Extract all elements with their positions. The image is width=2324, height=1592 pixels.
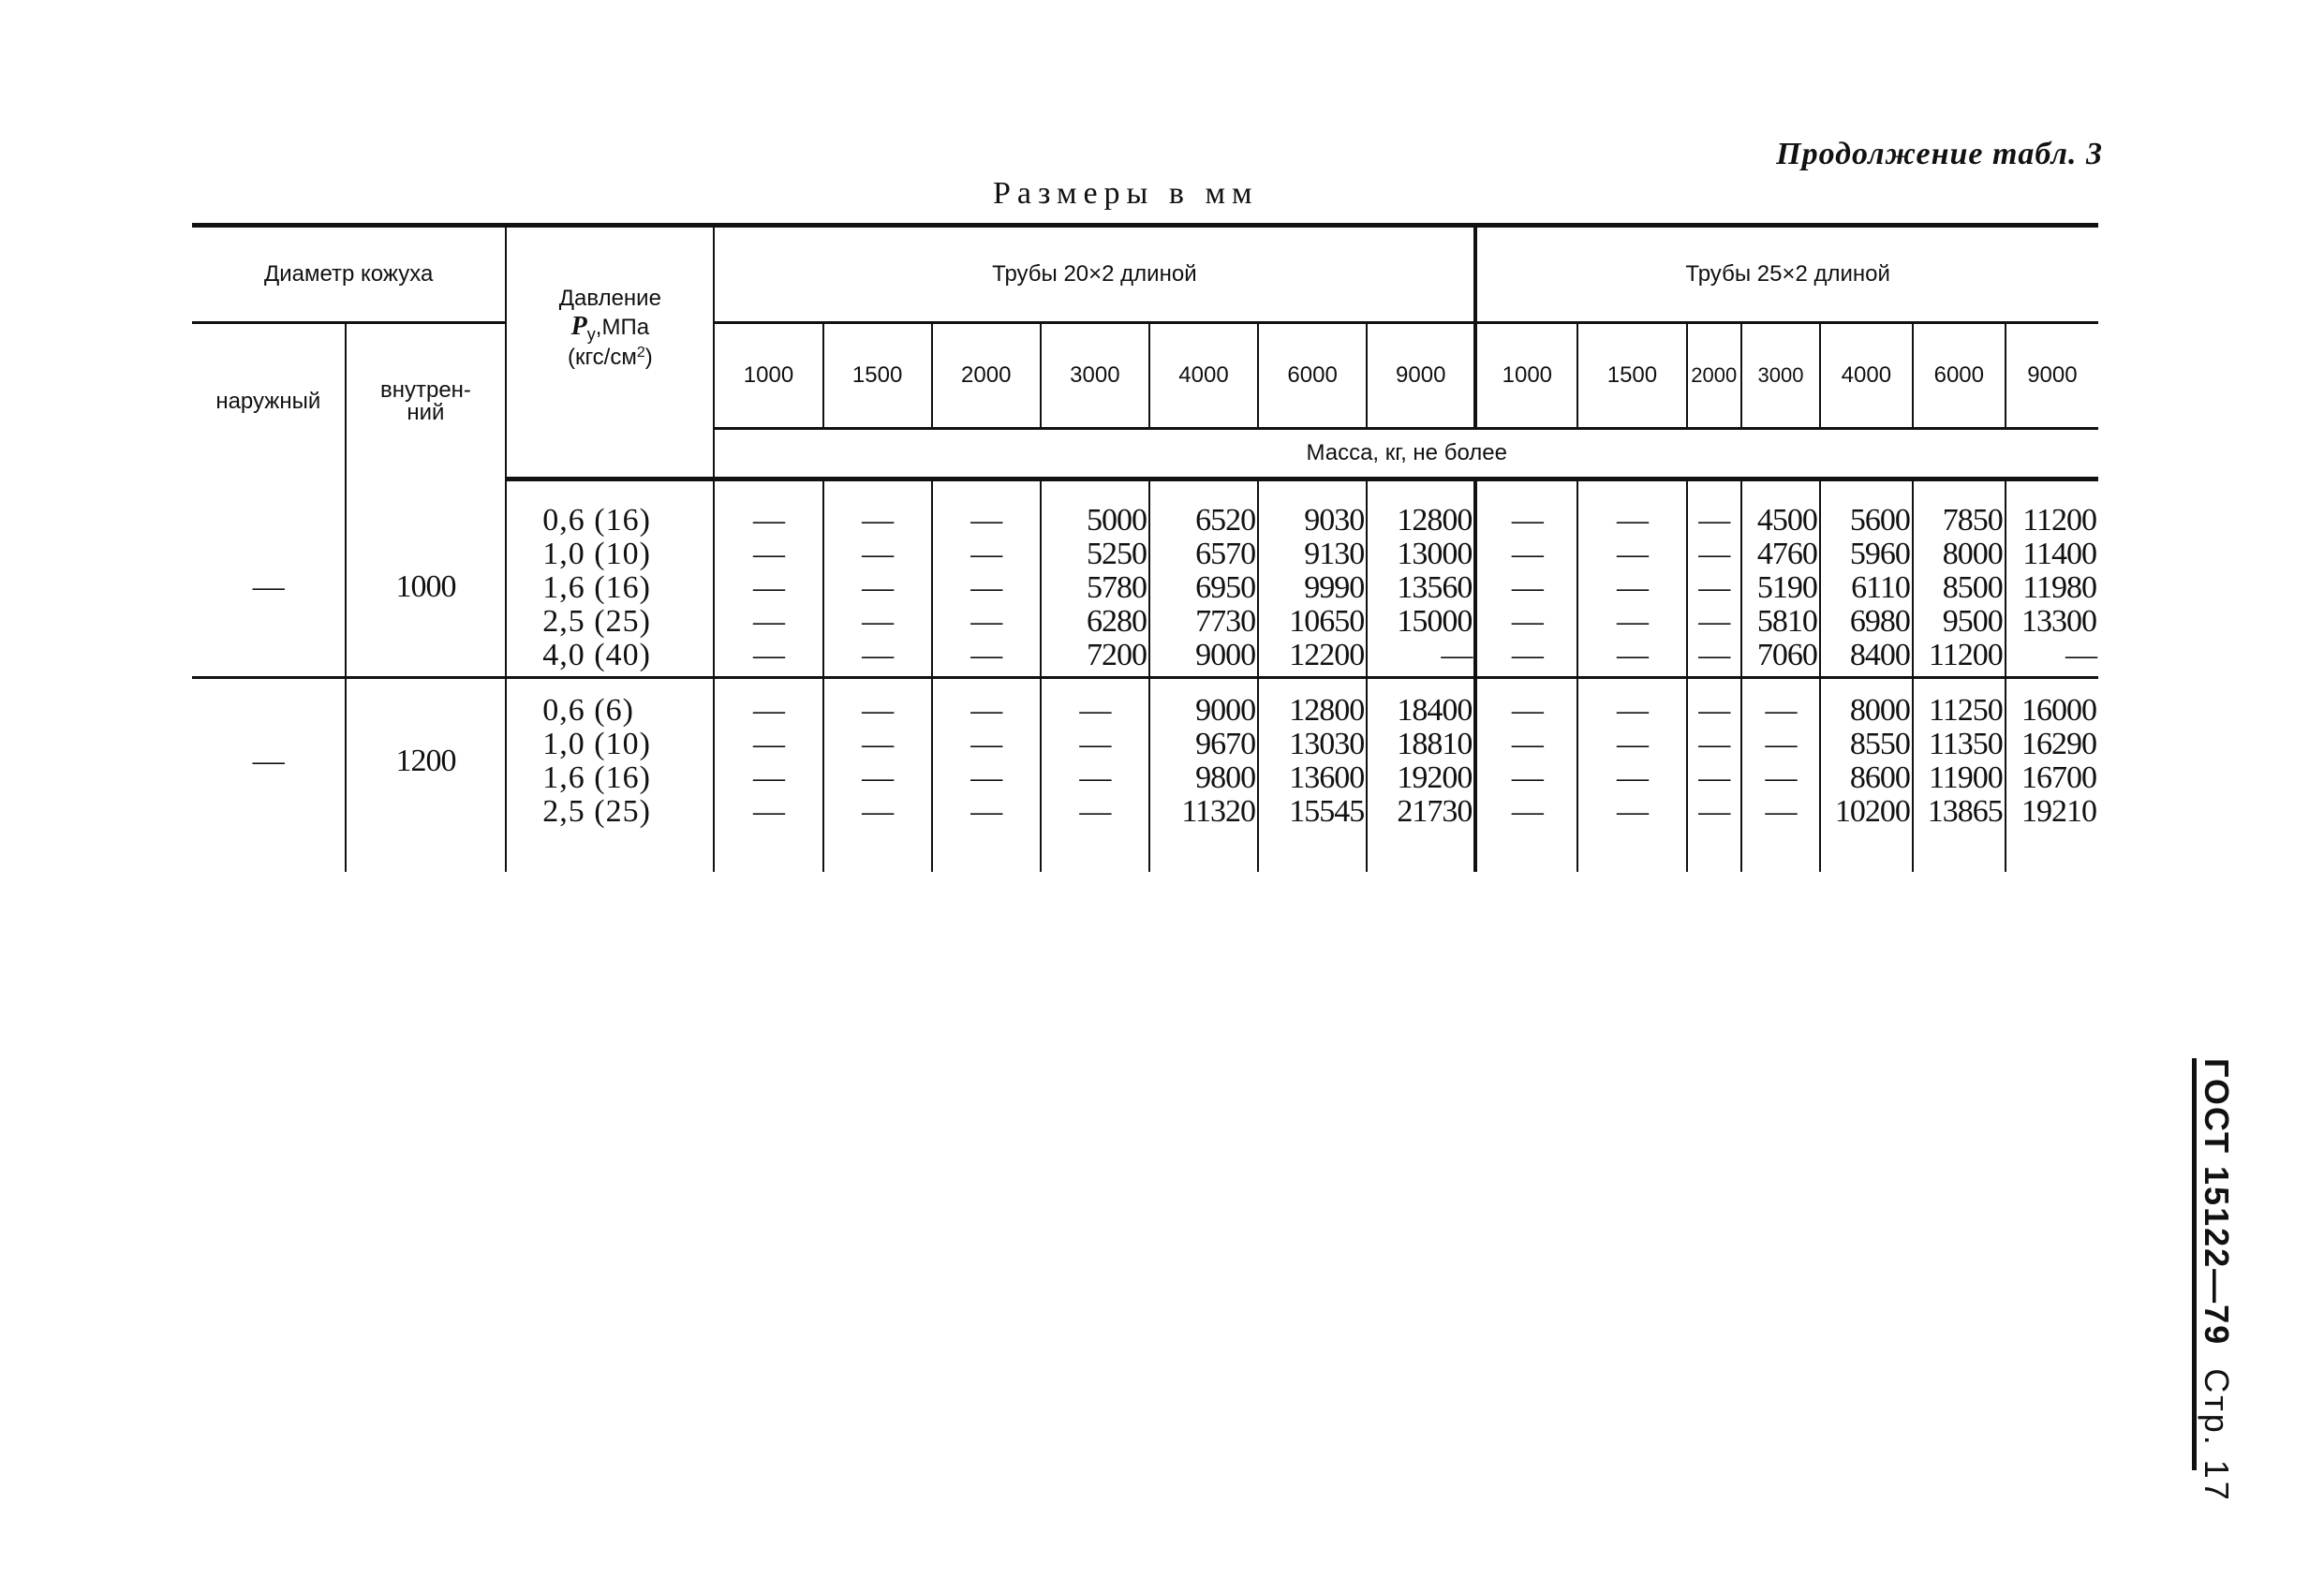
mass-cell — [1041, 678, 1149, 873]
cell-value: 9000 — [1195, 693, 1256, 728]
cell-value: 6110 — [1851, 570, 1910, 605]
standard-number: ГОСТ 15122—79 — [2198, 1058, 2236, 1347]
pressure-header-bottom — [506, 429, 714, 479]
cell-value: 8550 — [1849, 727, 1910, 761]
cell-value: 8600 — [1849, 760, 1910, 795]
cell-value: — — [753, 503, 784, 538]
cell-value: 13600 — [1289, 760, 1365, 795]
cell-value: 11400 — [2022, 537, 2096, 571]
cell-value: — — [970, 693, 1002, 728]
cell-value: 6950 — [1195, 570, 1256, 605]
mass-table — [192, 223, 2098, 872]
length-header: 9000 — [2006, 323, 2098, 429]
units-caption: Размеры в мм — [993, 176, 1259, 211]
cell-value: — — [1511, 503, 1543, 538]
cell-value: 11320 — [1181, 794, 1256, 829]
mass-cell — [823, 479, 932, 678]
cell-value: — — [1698, 537, 1730, 571]
cell-value: 11250 — [1929, 693, 2003, 728]
cell-value: — — [1765, 693, 1797, 728]
cell-value: — — [1511, 537, 1543, 571]
cell-value: 18400 — [1397, 693, 1473, 728]
mass-cell — [714, 678, 822, 873]
cell-value: 9030 — [1304, 503, 1365, 538]
cell-value: 5810 — [1756, 604, 1817, 639]
inner-diameter-cell: 1000 — [346, 479, 507, 678]
cell-value: — — [753, 604, 784, 639]
table-row — [192, 678, 2098, 873]
cell-value: — — [970, 727, 1002, 761]
cell-value: 1,6 (16) — [542, 760, 651, 795]
cell-value: 6520 — [1195, 503, 1256, 538]
tubes-25-header: Трубы 25×2 длиной — [1475, 226, 2098, 323]
cell-value: — — [1616, 638, 1648, 672]
cell-value: — — [753, 727, 784, 761]
mass-cell — [1041, 479, 1149, 678]
cell-value: 16700 — [2021, 760, 2096, 795]
cell-value: 9800 — [1195, 760, 1256, 795]
mass-cell — [1367, 479, 1475, 678]
cell-value: 10650 — [1289, 604, 1365, 639]
mass-cell — [1258, 479, 1367, 678]
table-continuation-caption: Продолжение табл. 3 — [1776, 137, 2103, 171]
cell-value: 2,5 (25) — [542, 604, 651, 639]
table-row — [192, 479, 2098, 678]
cell-value: 5000 — [1086, 503, 1147, 538]
cell-value: 4,0 (40) — [542, 638, 651, 672]
cell-value: — — [970, 794, 1002, 829]
cell-value: — — [862, 794, 894, 829]
cell-value: 11350 — [1929, 727, 2003, 761]
cell-value: 19210 — [2021, 794, 2096, 829]
cell-value: — — [1511, 794, 1543, 829]
cell-value: 9670 — [1195, 727, 1256, 761]
cell-value: — — [970, 604, 1002, 639]
mass-cell — [1687, 678, 1742, 873]
outer-diameter-cell: — — [192, 479, 346, 678]
cell-value: 12800 — [1397, 503, 1473, 538]
cell-value: 0,6 (6) — [542, 693, 634, 728]
mass-cell — [932, 678, 1041, 873]
mass-cell — [1913, 479, 2006, 678]
cell-value: 0,6 (16) — [542, 503, 651, 538]
cell-value: — — [970, 570, 1002, 605]
cell-value: 9130 — [1304, 537, 1365, 571]
mass-cell — [1577, 678, 1686, 873]
cell-value: — — [1698, 760, 1730, 795]
length-header: 1500 — [823, 323, 932, 429]
cell-value: — — [862, 727, 894, 761]
cell-value: — — [1698, 638, 1730, 672]
cell-value: — — [1616, 794, 1648, 829]
cell-value: 4760 — [1756, 537, 1817, 571]
outer-diameter-header: наружный — [215, 388, 321, 414]
mass-cell — [1741, 678, 1820, 873]
cell-value: 5250 — [1086, 537, 1147, 571]
cell-value: — — [970, 537, 1002, 571]
cell-value: — — [1511, 727, 1543, 761]
cell-value: 9500 — [1942, 604, 2003, 639]
cell-value: 7850 — [1942, 503, 2003, 538]
cell-value: — — [1441, 638, 1473, 672]
length-header: 2000 — [1687, 323, 1742, 429]
cell-value: — — [1616, 503, 1648, 538]
cell-value: 6280 — [1086, 604, 1147, 639]
length-header: 3000 — [1041, 323, 1149, 429]
mass-cell — [1367, 678, 1475, 873]
mass-cell — [1149, 479, 1258, 678]
cell-value: 8400 — [1849, 638, 1910, 672]
cell-value: 11200 — [1929, 638, 2003, 672]
cell-value: 11900 — [1929, 760, 2003, 795]
cell-value: 6570 — [1195, 537, 1256, 571]
cell-value: — — [862, 570, 894, 605]
cell-value: — — [1698, 794, 1730, 829]
cell-value: 18810 — [1397, 727, 1473, 761]
cell-value: 7060 — [1756, 638, 1817, 672]
pressure-alt-unit: (кгс/см — [567, 344, 637, 370]
cell-value: — — [1616, 693, 1648, 728]
tubes-20-header: Трубы 20×2 длиной — [714, 226, 1475, 323]
cell-value: — — [1511, 638, 1543, 672]
cell-value: — — [1698, 727, 1730, 761]
mass-cell — [1475, 678, 1577, 873]
cell-value: 8000 — [1849, 693, 1910, 728]
cell-value: 1,0 (10) — [542, 537, 651, 571]
cell-value: — — [1698, 570, 1730, 605]
shell-diameter-header: Диаметр кожуха — [192, 226, 506, 323]
cell-value: 16290 — [2021, 727, 2096, 761]
cell-value: — — [1511, 570, 1543, 605]
cell-value: 2,5 (25) — [542, 794, 651, 829]
mass-cell — [1577, 479, 1686, 678]
cell-value: — — [2065, 638, 2096, 672]
cell-value: — — [1079, 693, 1111, 728]
cell-value: 12200 — [1289, 638, 1365, 672]
cell-value: — — [1616, 760, 1648, 795]
pressure-cell — [506, 479, 714, 678]
cell-value: — — [1765, 794, 1797, 829]
cell-value: — — [1765, 727, 1797, 761]
cell-value: 15000 — [1397, 604, 1473, 639]
cell-value: — — [753, 760, 784, 795]
cell-value: 10200 — [1834, 794, 1910, 829]
cell-value: 11200 — [2022, 503, 2096, 538]
cell-value: — — [1698, 604, 1730, 639]
cell-value: — — [1079, 727, 1111, 761]
length-header: 6000 — [1913, 323, 2006, 429]
cell-value: 12800 — [1289, 693, 1365, 728]
pressure-subscript: у — [586, 324, 596, 344]
cell-value: 6980 — [1849, 604, 1910, 639]
mass-cell — [714, 479, 822, 678]
cell-value: — — [1698, 693, 1730, 728]
cell-value: 13865 — [1927, 794, 2003, 829]
cell-value: 13030 — [1289, 727, 1365, 761]
cell-value: — — [862, 503, 894, 538]
cell-value: — — [862, 537, 894, 571]
cell-value: — — [1616, 537, 1648, 571]
pressure-symbol: P — [570, 311, 587, 341]
cell-value: — — [1765, 760, 1797, 795]
length-header: 4000 — [1149, 323, 1258, 429]
cell-value: — — [753, 794, 784, 829]
cell-value: — — [1511, 604, 1543, 639]
cell-value: 8500 — [1942, 570, 2003, 605]
mass-header: Масса, кг, не более — [714, 429, 2098, 479]
mass-cell — [1687, 479, 1742, 678]
cell-value: — — [1511, 760, 1543, 795]
cell-value: 5600 — [1849, 503, 1910, 538]
pressure-cell — [506, 678, 714, 873]
cell-value: 1,6 (16) — [542, 570, 651, 605]
mass-cell — [1149, 678, 1258, 873]
cell-value: 13560 — [1397, 570, 1473, 605]
page-number: Стр. 17 — [2198, 1368, 2236, 1503]
cell-value: 5190 — [1756, 570, 1817, 605]
cell-value: — — [753, 693, 784, 728]
cell-value: 13300 — [2021, 604, 2096, 639]
cell-value: — — [1616, 570, 1648, 605]
length-header: 1000 — [714, 323, 822, 429]
cell-value: — — [970, 760, 1002, 795]
mass-cell — [2006, 479, 2098, 678]
mass-cell — [1913, 678, 2006, 873]
cell-value: — — [862, 604, 894, 639]
cell-value: 13000 — [1397, 537, 1473, 571]
cell-value: — — [753, 638, 784, 672]
mass-cell — [932, 479, 1041, 678]
cell-value: — — [862, 693, 894, 728]
mass-cell — [823, 678, 932, 873]
length-header: 6000 — [1258, 323, 1367, 429]
cell-value: — — [1698, 503, 1730, 538]
cell-value: — — [862, 638, 894, 672]
cell-value: 9000 — [1195, 638, 1256, 672]
cell-value: 5780 — [1086, 570, 1147, 605]
cell-value: — — [970, 503, 1002, 538]
cell-value: 8000 — [1942, 537, 2003, 571]
pressure-unit: ,МПа — [595, 314, 650, 340]
inner-diameter-cell: 1200 — [346, 678, 507, 873]
pressure-label: Давление — [558, 285, 661, 311]
outer-diameter-cell: — — [252, 744, 284, 778]
cell-value: 7730 — [1195, 604, 1256, 639]
length-header: 1000 — [1475, 323, 1577, 429]
mass-cell — [2006, 678, 2098, 873]
mass-cell — [1475, 479, 1577, 678]
cell-value: 19200 — [1397, 760, 1473, 795]
mass-cell — [1741, 479, 1820, 678]
mass-cell — [1820, 678, 1913, 873]
cell-value: 16000 — [2021, 693, 2096, 728]
length-header: 3000 — [1741, 323, 1820, 429]
cell-value: 7200 — [1086, 638, 1147, 672]
cell-value: — — [862, 760, 894, 795]
cell-value: — — [970, 638, 1002, 672]
cell-value: 1,0 (10) — [542, 727, 651, 761]
pressure-alt-unit-close: ) — [644, 344, 653, 370]
cell-value: — — [753, 537, 784, 571]
cell-value: — — [1079, 760, 1111, 795]
length-header: 9000 — [1367, 323, 1475, 429]
cell-value: 15545 — [1289, 794, 1365, 829]
cell-value: 5960 — [1849, 537, 1910, 571]
cell-value: — — [1511, 693, 1543, 728]
standard-code — [2197, 1058, 2236, 1503]
pressure-alt-unit-sup: 2 — [636, 344, 645, 361]
pressure-header — [506, 226, 714, 429]
mass-cell — [1258, 678, 1367, 873]
cell-value: — — [753, 570, 784, 605]
cell-value: — — [1616, 727, 1648, 761]
cell-value: — — [1616, 604, 1648, 639]
cell-value: — — [1079, 794, 1111, 829]
length-header: 1500 — [1577, 323, 1686, 429]
cell-value: 9990 — [1304, 570, 1365, 605]
length-header: 2000 — [932, 323, 1041, 429]
length-header: 4000 — [1820, 323, 1913, 429]
cell-value: 11980 — [2022, 570, 2096, 605]
inner-diameter-header: внутрен- ний — [346, 323, 507, 479]
cell-value: 4500 — [1756, 503, 1817, 538]
cell-value: 21730 — [1397, 794, 1473, 829]
mass-cell — [1820, 479, 1913, 678]
